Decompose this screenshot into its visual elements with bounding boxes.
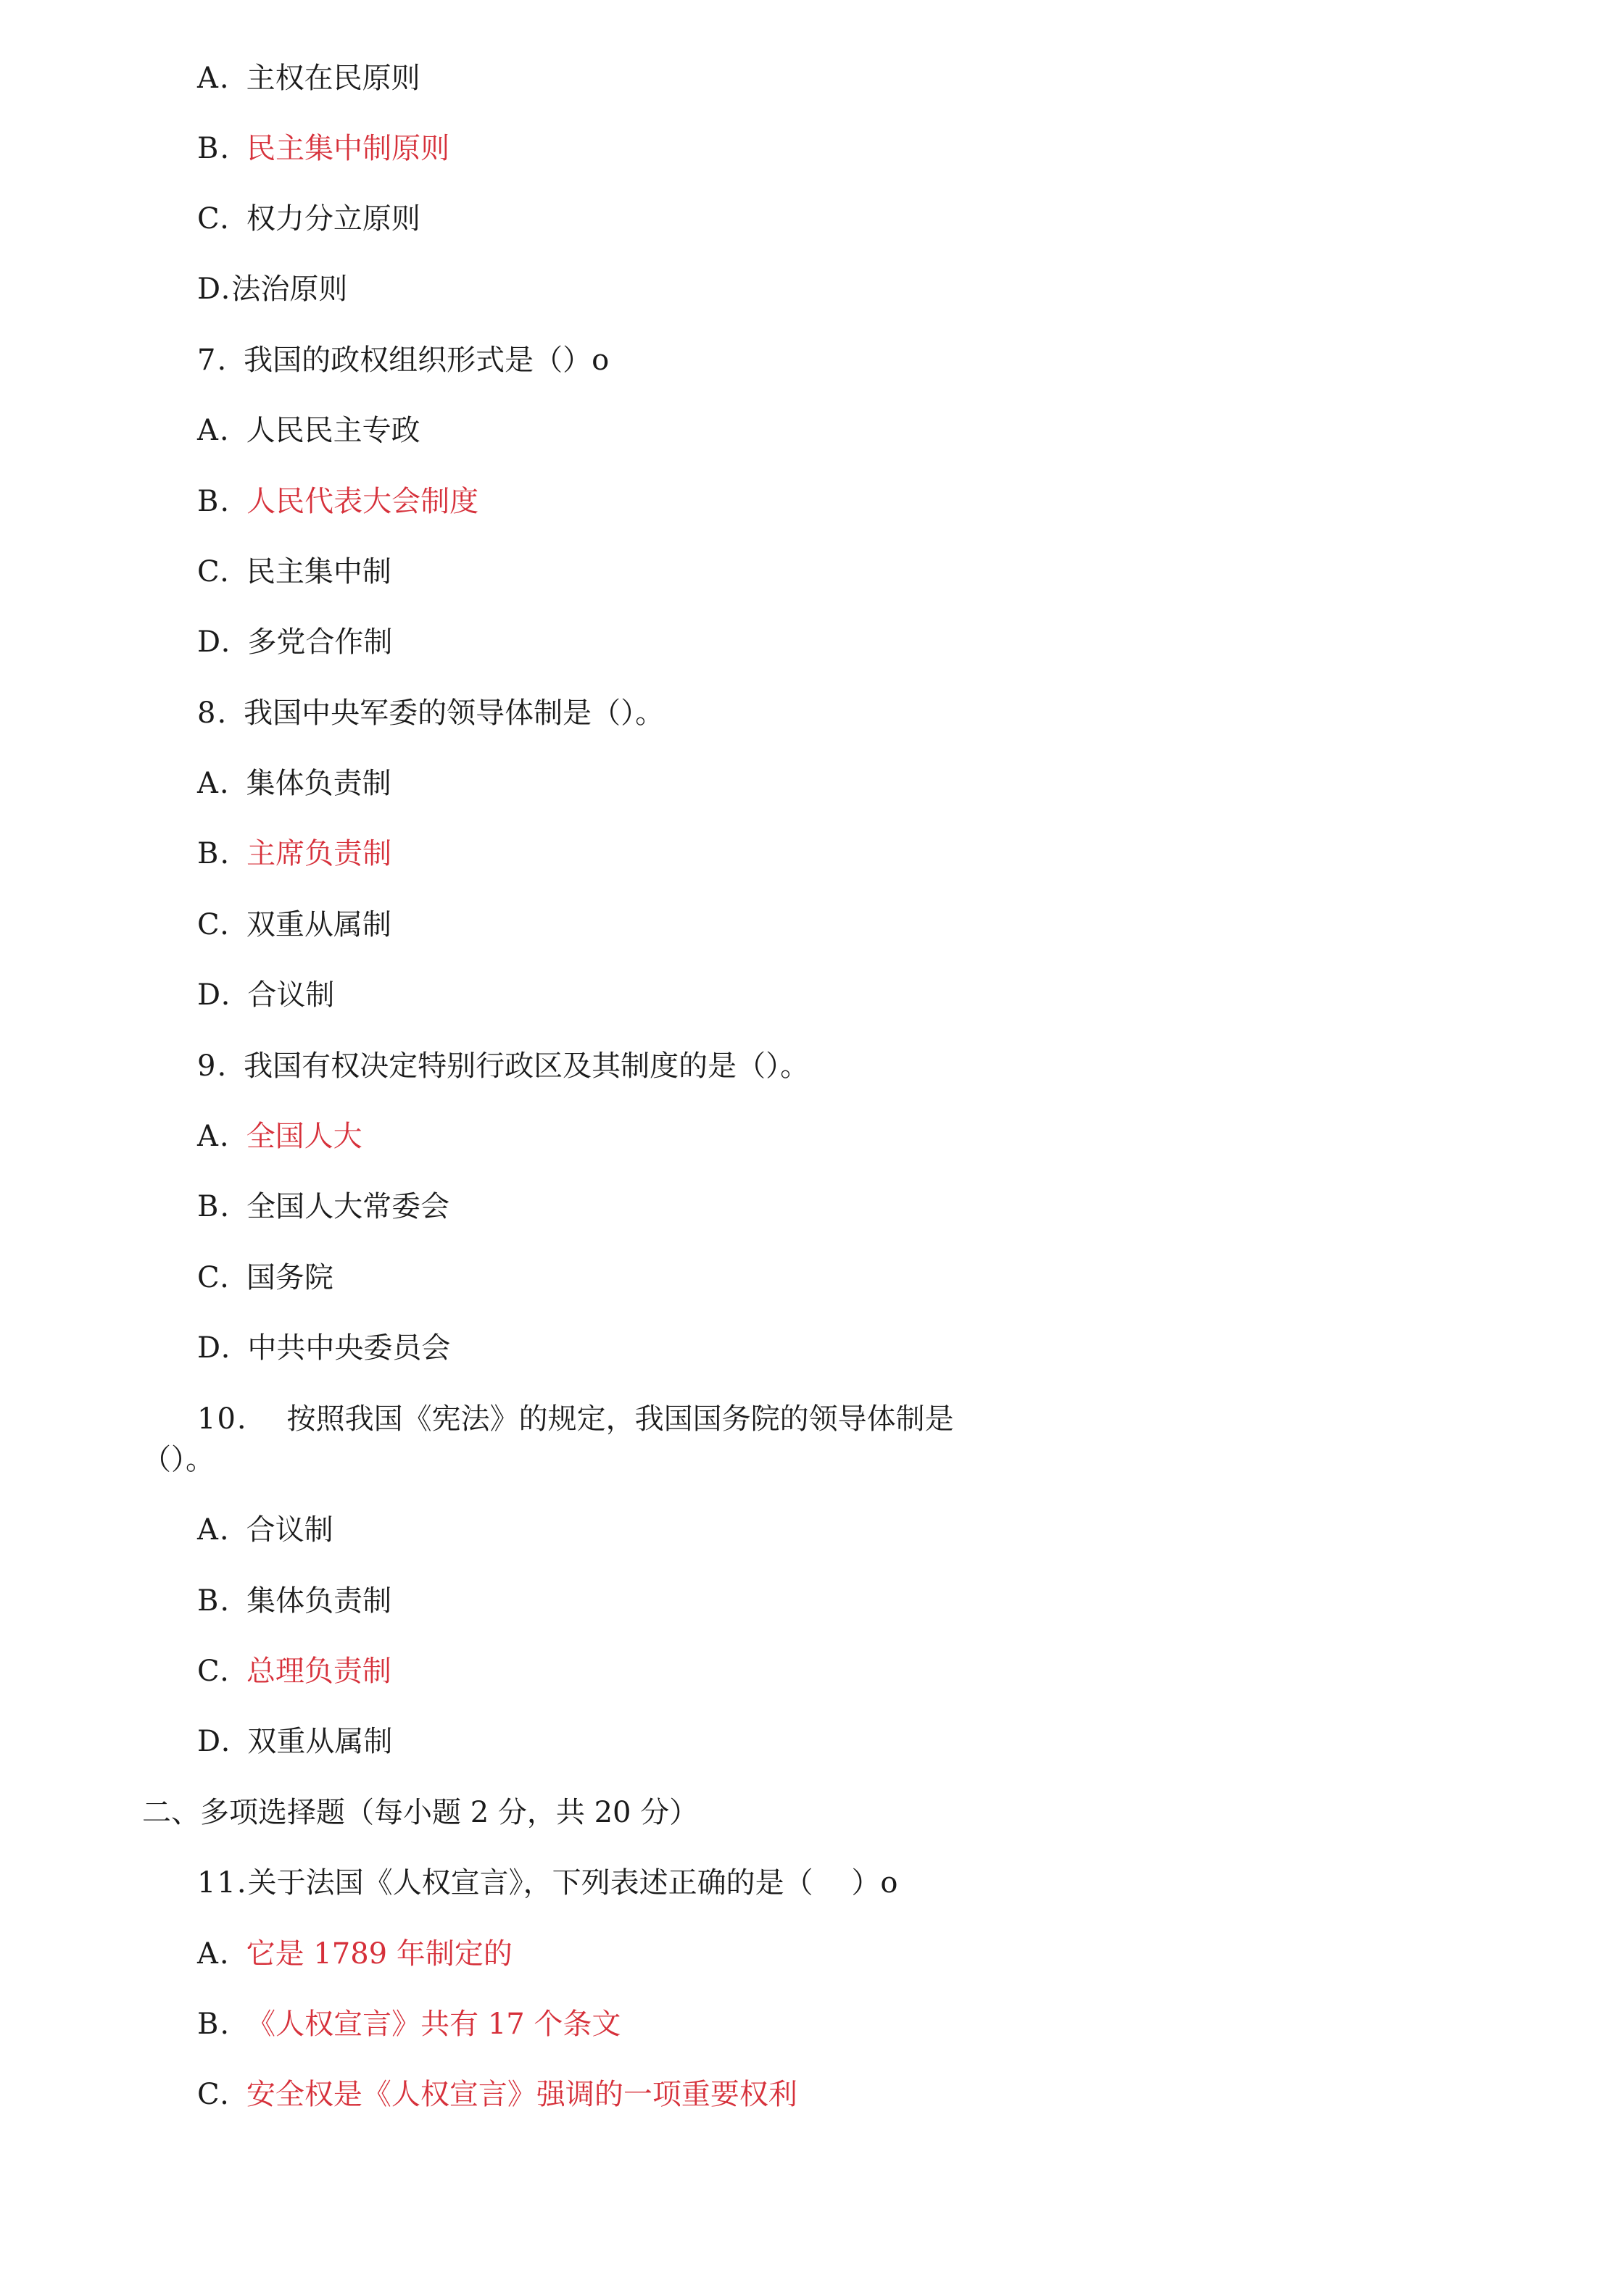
option-label: C. bbox=[197, 202, 231, 236]
option-line bbox=[197, 1581, 391, 1621]
option-text: 集体负责制 bbox=[246, 767, 391, 800]
question-number: 9. bbox=[197, 1049, 228, 1083]
question-number: 7. bbox=[197, 344, 228, 377]
option-text: 合议制 bbox=[246, 1513, 333, 1547]
option-label: A. bbox=[197, 767, 231, 800]
option-line bbox=[197, 58, 420, 99]
option-line-answer bbox=[197, 2004, 621, 2045]
option-label: D. bbox=[197, 625, 232, 659]
option-label: B. bbox=[197, 485, 231, 518]
option-label: B. bbox=[197, 837, 231, 870]
question-line bbox=[197, 693, 664, 733]
option-line bbox=[197, 552, 391, 592]
option-label: D. bbox=[197, 1725, 232, 1758]
option-label: D. bbox=[197, 1331, 232, 1365]
option-text: 国务院 bbox=[246, 1261, 333, 1294]
option-line bbox=[197, 1721, 392, 1762]
question-number: 10. bbox=[197, 1402, 248, 1436]
option-line bbox=[197, 1328, 450, 1368]
question-number: 11. bbox=[197, 1866, 248, 1900]
option-label: C. bbox=[197, 555, 231, 588]
option-line bbox=[197, 1257, 333, 1298]
option-text: 双重从属制 bbox=[246, 908, 391, 941]
question-text: （）。 bbox=[142, 1443, 215, 1476]
question-text: 我国有权决定特别行政区及其制度的是（）。 bbox=[244, 1049, 810, 1083]
question-line bbox=[197, 1863, 897, 1903]
question-line bbox=[197, 1399, 954, 1439]
option-text: 人民民主专政 bbox=[246, 414, 420, 447]
question-text: 我国中央军委的领导体制是（）。 bbox=[244, 696, 665, 730]
option-label: A. bbox=[197, 62, 231, 95]
option-text: 民主集中制 bbox=[246, 555, 391, 588]
question-text: 关于法国《人权宣言》，下列表述正确的是（ ）o bbox=[247, 1866, 898, 1900]
option-label: D. bbox=[197, 978, 232, 1012]
section-title: 二、多项选择题（每小题 2 分，共 20 分） bbox=[142, 1796, 699, 1829]
option-text: 安全权是《人权宣言》强调的一项重要权利 bbox=[246, 2078, 797, 2111]
option-label: A. bbox=[197, 1513, 231, 1547]
section-heading bbox=[142, 1792, 698, 1833]
question-text: 按照我国《宪法》的规定，我国国务院的领导体制是 bbox=[286, 1402, 954, 1436]
option-text: 集体负责制 bbox=[246, 1584, 392, 1618]
question-continuation bbox=[142, 1439, 215, 1480]
option-line-answer bbox=[197, 1116, 362, 1157]
option-label: A. bbox=[197, 1937, 231, 1971]
option-line bbox=[197, 1510, 333, 1550]
option-text: 全国人大常委会 bbox=[246, 1190, 450, 1223]
option-line-answer bbox=[197, 833, 391, 874]
option-label: C. bbox=[197, 2078, 231, 2111]
option-text: 主权在民原则 bbox=[246, 62, 420, 95]
option-text: 总理负责制 bbox=[246, 1655, 391, 1688]
option-line-answer bbox=[197, 1651, 391, 1692]
question-number: 8. bbox=[197, 696, 228, 730]
option-line-answer bbox=[197, 2074, 797, 2115]
option-label: D. bbox=[197, 273, 232, 306]
option-text: 权力分立原则 bbox=[246, 202, 420, 236]
question-line bbox=[197, 340, 609, 380]
option-line bbox=[197, 763, 391, 804]
option-label: B. bbox=[197, 2008, 231, 2041]
option-line-answer bbox=[197, 128, 449, 169]
option-line bbox=[197, 410, 420, 451]
option-text: 法治原则 bbox=[231, 273, 348, 306]
option-text: 全国人大 bbox=[246, 1120, 362, 1153]
option-text: 主席负责制 bbox=[246, 837, 392, 870]
option-label: A. bbox=[197, 1120, 231, 1153]
option-label: C. bbox=[197, 1261, 231, 1294]
option-line bbox=[197, 1186, 449, 1227]
option-text: 人民代表大会制度 bbox=[246, 485, 479, 518]
option-label: C. bbox=[197, 1655, 231, 1688]
option-label: B. bbox=[197, 1190, 231, 1223]
option-line bbox=[197, 975, 334, 1015]
question-line bbox=[197, 1046, 809, 1086]
question-text: 我国的政权组织形式是（）o bbox=[244, 344, 610, 377]
option-text: 多党合作制 bbox=[247, 625, 393, 659]
option-text: 双重从属制 bbox=[247, 1725, 393, 1758]
option-line bbox=[197, 904, 391, 945]
option-line-answer bbox=[197, 1934, 513, 1974]
option-line bbox=[197, 269, 347, 309]
option-label: C. bbox=[197, 908, 231, 941]
option-label: A. bbox=[197, 414, 231, 447]
option-line bbox=[197, 199, 420, 239]
option-line bbox=[197, 622, 392, 662]
option-text: 合议制 bbox=[247, 978, 335, 1012]
option-label: B. bbox=[197, 1584, 231, 1618]
option-line-answer bbox=[197, 481, 478, 522]
option-text: 《人权宣言》共有 17 个条文 bbox=[246, 2008, 621, 2041]
option-text: 中共中央委员会 bbox=[247, 1331, 451, 1365]
option-text: 民主集中制原则 bbox=[246, 132, 450, 165]
option-label: B. bbox=[197, 132, 231, 165]
option-text: 它是 1789 年制定的 bbox=[246, 1937, 513, 1971]
